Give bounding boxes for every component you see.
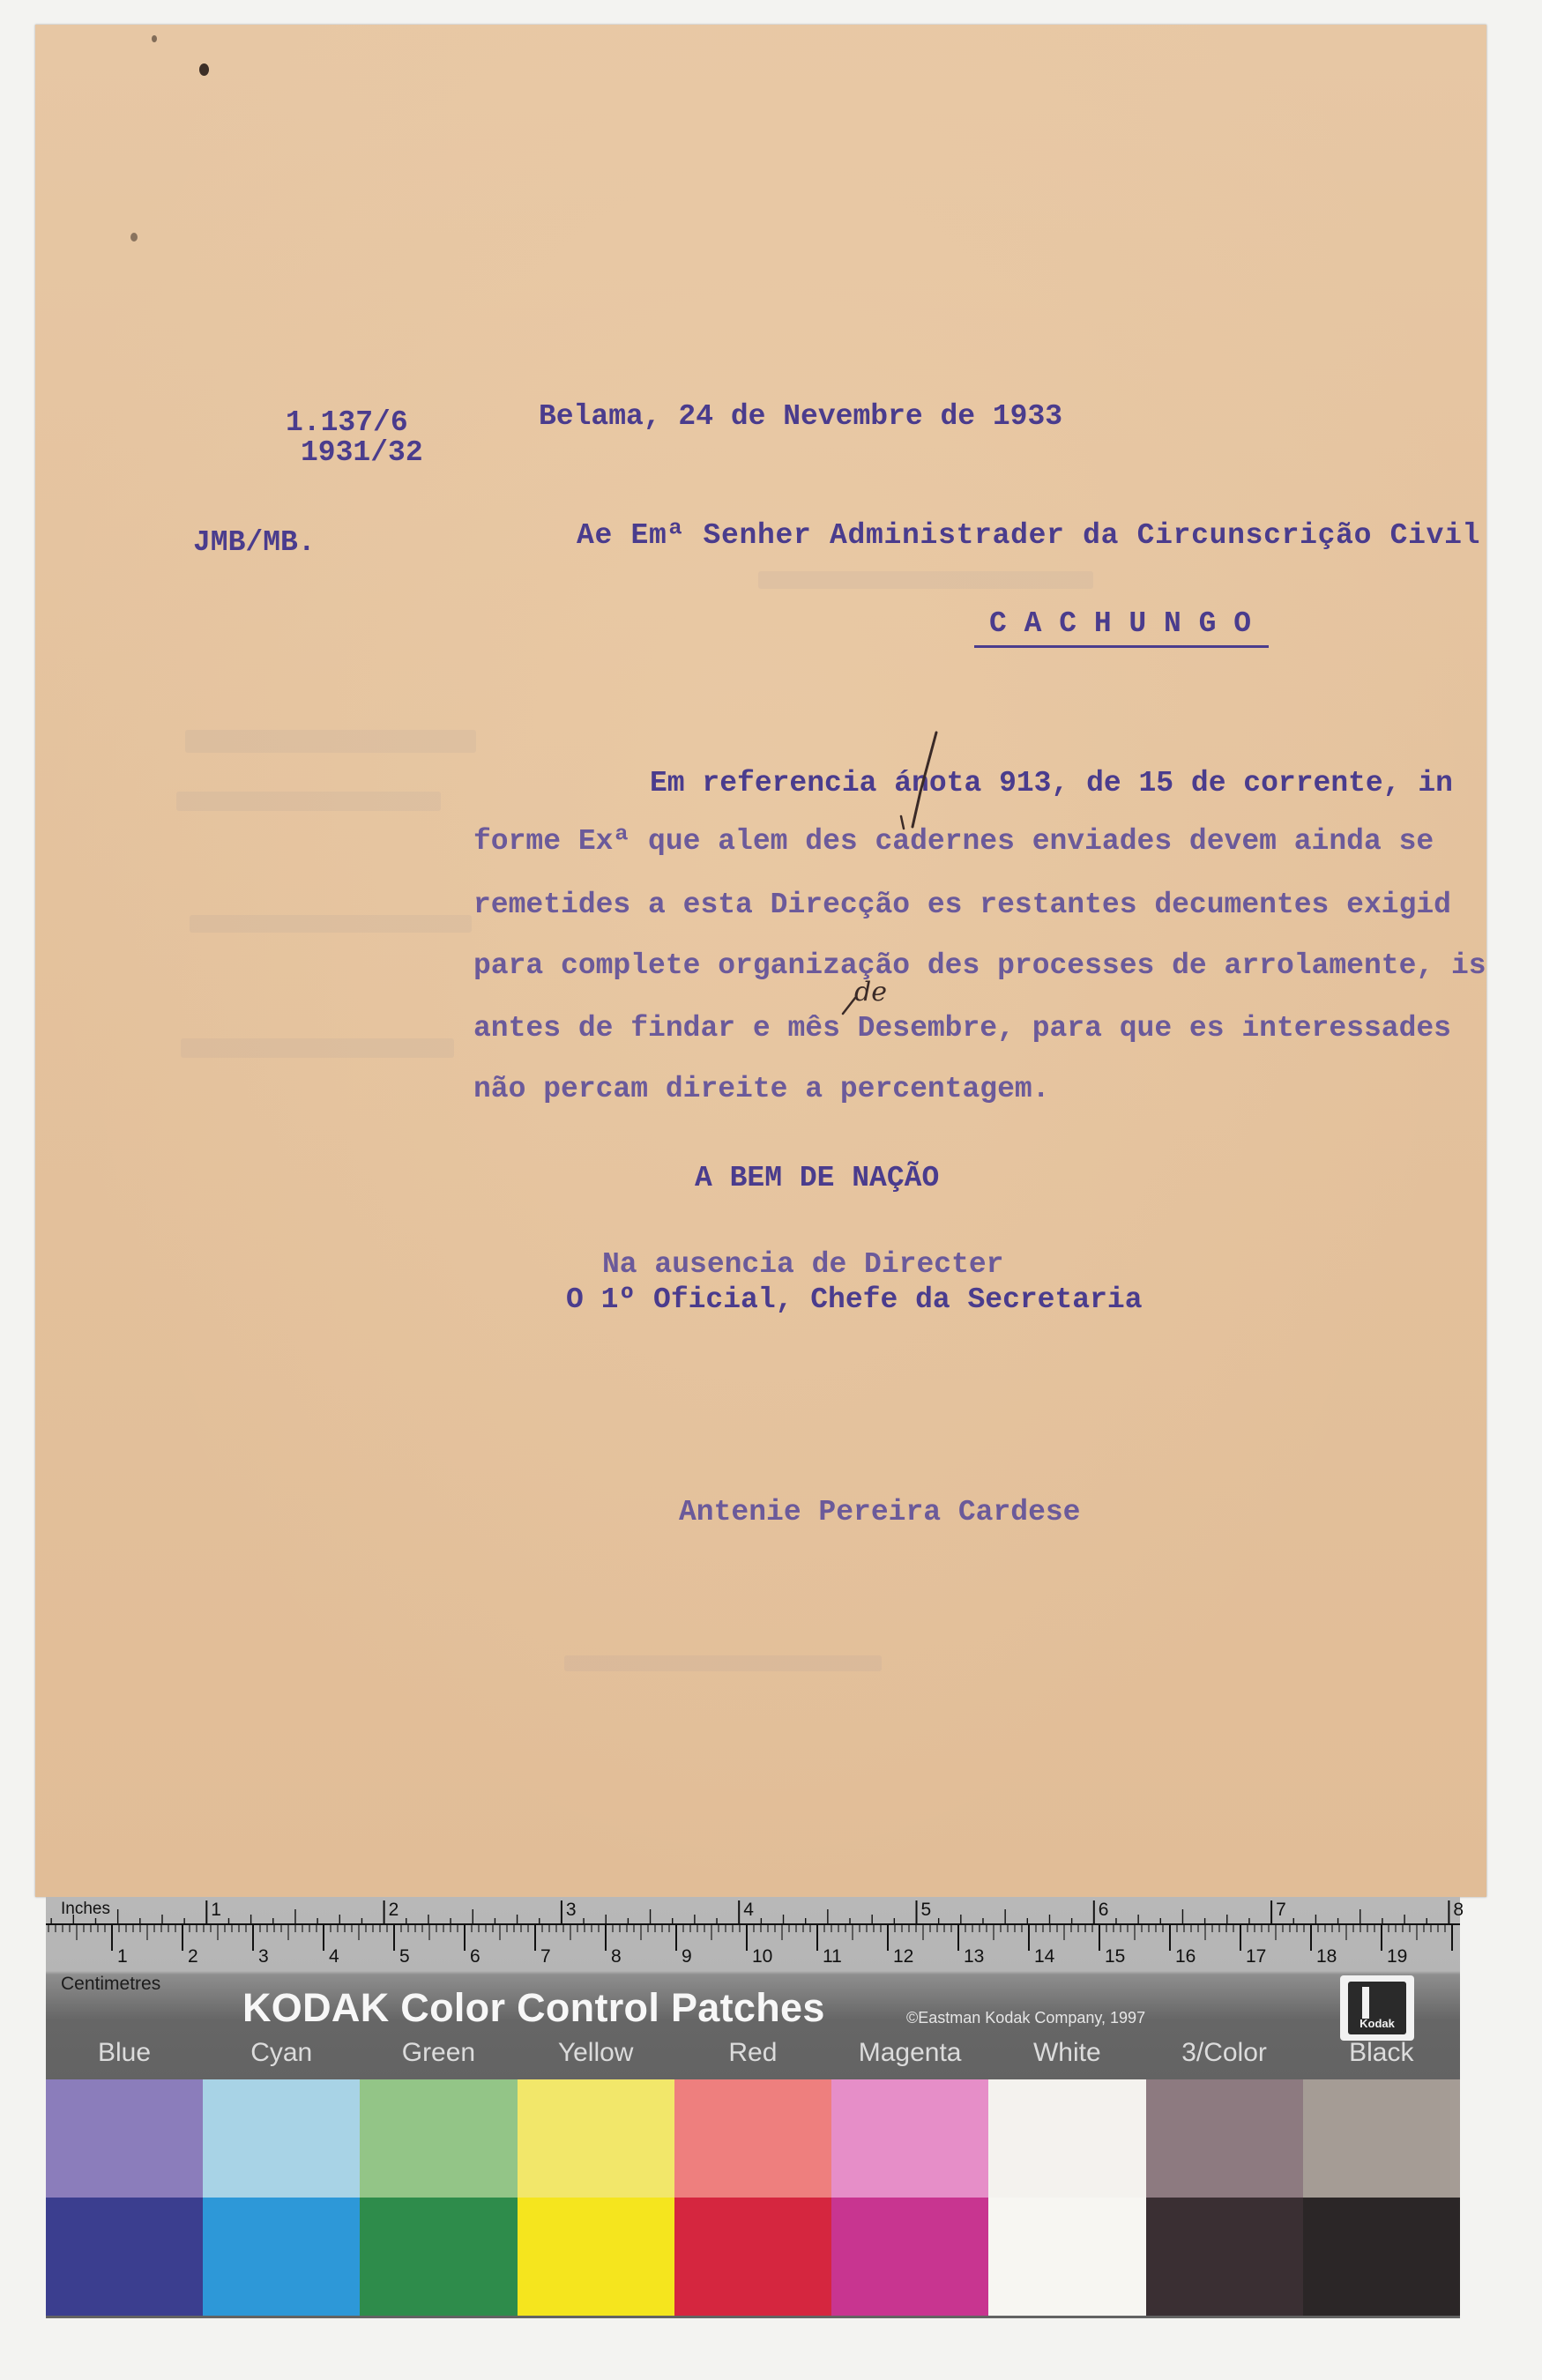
cm-label: 13 xyxy=(964,1946,985,1967)
color-patch-light xyxy=(46,2079,204,2198)
cm-label: 15 xyxy=(1105,1946,1126,1967)
body-line: antes de findar e mês Desembre, para que es interessades xyxy=(473,1012,1451,1045)
logo-word: Kodak xyxy=(1359,2017,1395,2030)
bleed-through-mark xyxy=(176,792,441,811)
signature-title: O 1º Oficial, Chefe da Secretaria xyxy=(566,1283,1143,1316)
stain-mark xyxy=(130,233,138,242)
patch-label-3-color: 3/Color xyxy=(1181,2038,1267,2067)
staple-hole-mark xyxy=(199,63,209,76)
inch-label: 2 xyxy=(388,1900,399,1920)
bleed-through-mark xyxy=(758,571,1093,589)
color-patch-dark xyxy=(360,2198,518,2316)
closing-salutation: A BEM DE NAÇÃO xyxy=(695,1162,940,1194)
color-patch-dark xyxy=(831,2198,989,2316)
cm-label: 9 xyxy=(682,1946,692,1967)
body-line: remetides a esta Direcção es restantes decumentes exigid xyxy=(473,889,1451,921)
patch-label-black: Black xyxy=(1349,2038,1414,2067)
destination-underline xyxy=(974,645,1269,648)
patch-label-red: Red xyxy=(728,2038,778,2067)
logo-k-shape xyxy=(1362,1987,1399,2019)
addressee-line: Ae Emª Senher Administrader da Circunscrição Civil xyxy=(577,519,1481,552)
centimetres-label: Centimetres xyxy=(61,1974,161,1994)
cm-label: 5 xyxy=(399,1946,410,1967)
color-patch-light xyxy=(360,2079,518,2198)
color-patch-dark xyxy=(988,2198,1146,2316)
cm-label: 16 xyxy=(1175,1946,1196,1967)
inch-label: 3 xyxy=(565,1900,577,1920)
inches-label: Inches xyxy=(61,1900,110,1918)
letter-paper xyxy=(35,25,1486,1897)
cm-label: 17 xyxy=(1246,1946,1267,1967)
destination-place: C A C H U N G O xyxy=(989,607,1252,640)
cm-label: 14 xyxy=(1034,1946,1055,1967)
cm-label: 18 xyxy=(1316,1946,1337,1967)
color-patch-light xyxy=(988,2079,1146,2198)
cm-label: 1 xyxy=(117,1946,128,1967)
cm-label: 8 xyxy=(611,1946,622,1967)
bleed-through-mark xyxy=(564,1655,882,1671)
inch-label: 7 xyxy=(1276,1900,1286,1920)
color-patch-dark xyxy=(1303,2198,1461,2316)
color-patch-dark xyxy=(1146,2198,1304,2316)
date-line: Belama, 24 de Nevembre de 1933 xyxy=(539,400,1063,433)
patch-label-blue: Blue xyxy=(97,2038,152,2067)
patch-label-white: White xyxy=(1032,2038,1101,2067)
inch-label: 6 xyxy=(1098,1900,1109,1920)
cm-label: 11 xyxy=(823,1946,842,1967)
color-patch-dark xyxy=(203,2198,361,2316)
cm-label: 12 xyxy=(893,1946,914,1967)
color-patch-light xyxy=(518,2079,675,2198)
cm-label: 10 xyxy=(752,1946,773,1967)
patch-label-cyan: Cyan xyxy=(250,2038,313,2067)
signer-name: Antenie Pereira Cardese xyxy=(679,1496,1081,1528)
cm-label: 19 xyxy=(1387,1946,1408,1967)
patch-label-green: Green xyxy=(401,2038,476,2067)
bleed-through-mark xyxy=(181,1038,454,1058)
ruler xyxy=(46,1897,1464,1973)
color-patch-dark xyxy=(46,2198,204,2316)
handwritten-insertion: de xyxy=(854,977,887,1008)
body-line: para complete organização des processes de arrolamente, is xyxy=(473,949,1486,982)
color-control-card xyxy=(46,1897,1464,2318)
bleed-through-mark xyxy=(185,730,476,753)
card-copyright: ©Eastman Kodak Company, 1997 xyxy=(906,2009,1146,2027)
typist-initials: JMB/MB. xyxy=(193,526,316,559)
color-patch-light xyxy=(1146,2079,1304,2198)
color-patch-dark xyxy=(674,2198,832,2316)
color-patch-light xyxy=(203,2079,361,2198)
body-line: forme Exª que alem des cadernes enviades devem ainda se xyxy=(473,825,1434,858)
patch-label-yellow: Yellow xyxy=(557,2038,634,2067)
color-patch-light xyxy=(831,2079,989,2198)
patch-label-magenta: Magenta xyxy=(858,2038,962,2067)
signature-line: Na ausencia de Directer xyxy=(602,1248,1004,1281)
body-line: não percam direite a percentagem. xyxy=(473,1073,1050,1105)
logo-background xyxy=(1348,1982,1406,2034)
cm-label: 2 xyxy=(188,1946,198,1967)
inch-label: 5 xyxy=(920,1900,932,1920)
kodak-logo-icon xyxy=(1340,1975,1414,2041)
inch-label: 4 xyxy=(743,1900,754,1920)
cm-label: 3 xyxy=(258,1946,269,1967)
cm-label: 6 xyxy=(470,1946,480,1967)
cm-label: 4 xyxy=(329,1946,339,1967)
bleed-through-mark xyxy=(190,915,472,933)
color-patch-light xyxy=(1303,2079,1461,2198)
color-patch-light xyxy=(674,2079,832,2198)
reference-number: 1.137/6 xyxy=(286,406,408,439)
cm-label: 7 xyxy=(540,1946,551,1967)
card-title: KODAK Color Control Patches xyxy=(242,1985,825,2030)
color-patch-dark xyxy=(518,2198,675,2316)
body-line: Em referencia ánota 913, de 15 de corrente, in xyxy=(650,767,1453,800)
inch-label: 8 xyxy=(1453,1900,1464,1920)
inch-label: 1 xyxy=(211,1900,221,1920)
reference-year: 1931/32 xyxy=(301,436,423,469)
stain-mark xyxy=(152,35,157,42)
